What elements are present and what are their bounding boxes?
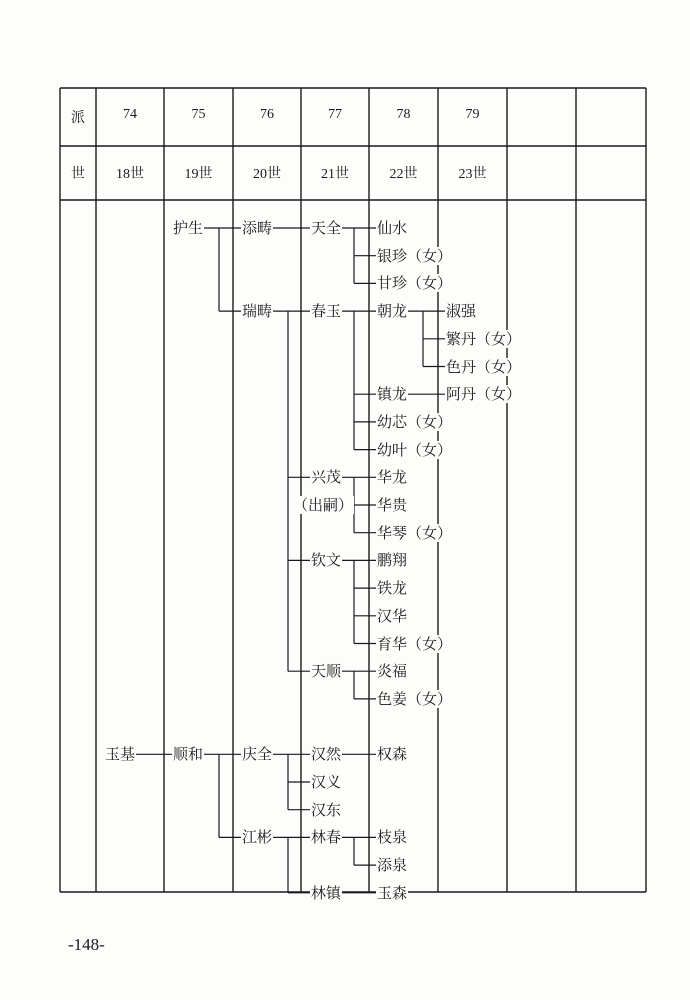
person-name: 铁龙 <box>377 579 408 598</box>
header-shi-6: 23世 <box>458 167 487 182</box>
header-pai-3: 76 <box>260 107 274 122</box>
person-name: 枝泉 <box>377 828 408 847</box>
person-name: 幼芯（女） <box>377 412 453 431</box>
person-name: 钦文 <box>311 551 342 570</box>
adoption-note: （出嗣） <box>293 496 354 514</box>
person-name: 瑞畴 <box>242 302 273 321</box>
header-pai-5: 78 <box>396 107 411 122</box>
person-name: 仙水 <box>377 219 408 237</box>
person-name: 庆全 <box>242 745 273 764</box>
person-name: 护生 <box>173 219 204 237</box>
person-name: 育华（女） <box>377 634 453 653</box>
person-name: 天全 <box>311 219 342 237</box>
person-name: 玉森 <box>377 883 408 902</box>
header-shi-5: 22世 <box>389 167 418 182</box>
person-name: 朝龙 <box>377 302 408 321</box>
person-name: 江彬 <box>242 828 273 847</box>
person-name: 色姜（女） <box>377 689 453 708</box>
person-name: 添泉 <box>377 856 408 875</box>
person-name: 华琴（女） <box>377 523 453 542</box>
person-name: 甘珍（女） <box>377 274 453 293</box>
person-name: 汉义 <box>311 773 342 791</box>
header-label-pai: 派 <box>71 111 85 126</box>
header-pai-1: 74 <box>123 107 137 122</box>
person-name: 权森 <box>377 745 408 764</box>
person-name: 林春 <box>311 828 342 847</box>
page-number: -148- <box>68 935 105 954</box>
header-label-shi: 世 <box>71 167 85 182</box>
person-name: 淑强 <box>446 302 477 321</box>
person-name: 繁丹（女） <box>446 329 522 348</box>
header-pai-2: 75 <box>191 107 206 122</box>
person-name: 玉基 <box>105 745 136 764</box>
person-name: 天顺 <box>311 662 342 681</box>
header-shi-4: 21世 <box>321 167 349 182</box>
person-name: 鹏翔 <box>377 551 408 570</box>
header-pai-4: 77 <box>328 107 342 122</box>
header-shi-3: 20世 <box>253 167 281 182</box>
header-shi-2: 19世 <box>184 167 213 182</box>
person-name: 阿丹（女） <box>446 385 522 404</box>
person-name: 镇龙 <box>377 385 408 404</box>
person-name: 添畴 <box>242 219 273 237</box>
person-name: 色丹（女） <box>446 357 522 376</box>
person-name: 幼叶（女） <box>377 440 453 459</box>
person-name: 华龙 <box>377 468 408 487</box>
person-name: 银珍（女） <box>377 246 453 265</box>
person-name: 汉然 <box>311 745 342 764</box>
person-name: 汉东 <box>311 800 342 819</box>
person-name: 林镇 <box>311 883 342 902</box>
person-name: 顺和 <box>173 745 204 764</box>
person-name: 春玉 <box>311 302 342 321</box>
person-name: 华贵 <box>377 496 408 514</box>
person-name: 兴茂 <box>311 468 342 487</box>
header-pai-6: 79 <box>465 107 480 122</box>
header-shi-1: 18世 <box>116 167 144 182</box>
person-name: 汉华 <box>377 606 408 625</box>
person-name: 炎福 <box>377 662 408 681</box>
